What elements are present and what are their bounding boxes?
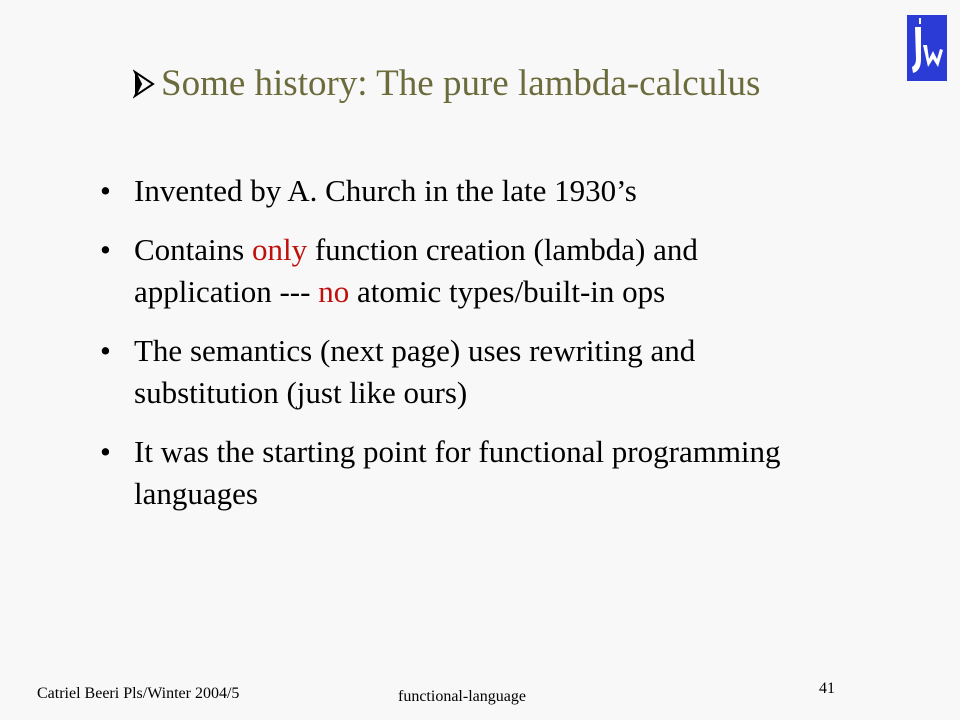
- bullet-text: [134, 434, 781, 511]
- bullet-text: [134, 232, 698, 309]
- bullet-marker: •: [100, 173, 111, 208]
- text-fragment: Contains: [134, 232, 252, 267]
- slide-title: Some history: The pure lambda-calculus: [161, 63, 761, 104]
- slide-title-row: [133, 62, 760, 105]
- bullet-text: [134, 333, 695, 410]
- page-number: 41: [819, 680, 835, 697]
- bullet-marker: •: [100, 333, 111, 368]
- footer-topic: functional-language: [398, 688, 526, 705]
- text-fragment: atomic types/built-in ops: [349, 274, 666, 309]
- emphasis-text: no: [318, 274, 350, 309]
- bullet-item: [100, 170, 840, 212]
- arrow-bullet-icon: [133, 69, 155, 99]
- bullet-marker: •: [100, 232, 111, 267]
- university-logo-icon: [907, 15, 947, 81]
- bullet-list: [100, 170, 840, 532]
- text-fragment: It was the starting point for functional programming languages: [134, 434, 781, 511]
- bullet-marker: •: [100, 434, 111, 469]
- footer-author: Catriel Beeri Pls/Winter 2004/5: [37, 685, 240, 702]
- text-fragment: function creation (lambda) and application ---: [134, 232, 698, 309]
- emphasis-text: only: [251, 232, 308, 267]
- text-fragment: Invented by A. Church in the late 1930’s: [134, 173, 637, 208]
- bullet-text: [134, 173, 637, 208]
- text-fragment: The semantics (next page) uses rewriting and substitution (just like ours): [134, 333, 696, 410]
- bullet-item: [100, 229, 840, 313]
- bullet-item: [100, 330, 840, 414]
- bullet-item: [100, 431, 840, 515]
